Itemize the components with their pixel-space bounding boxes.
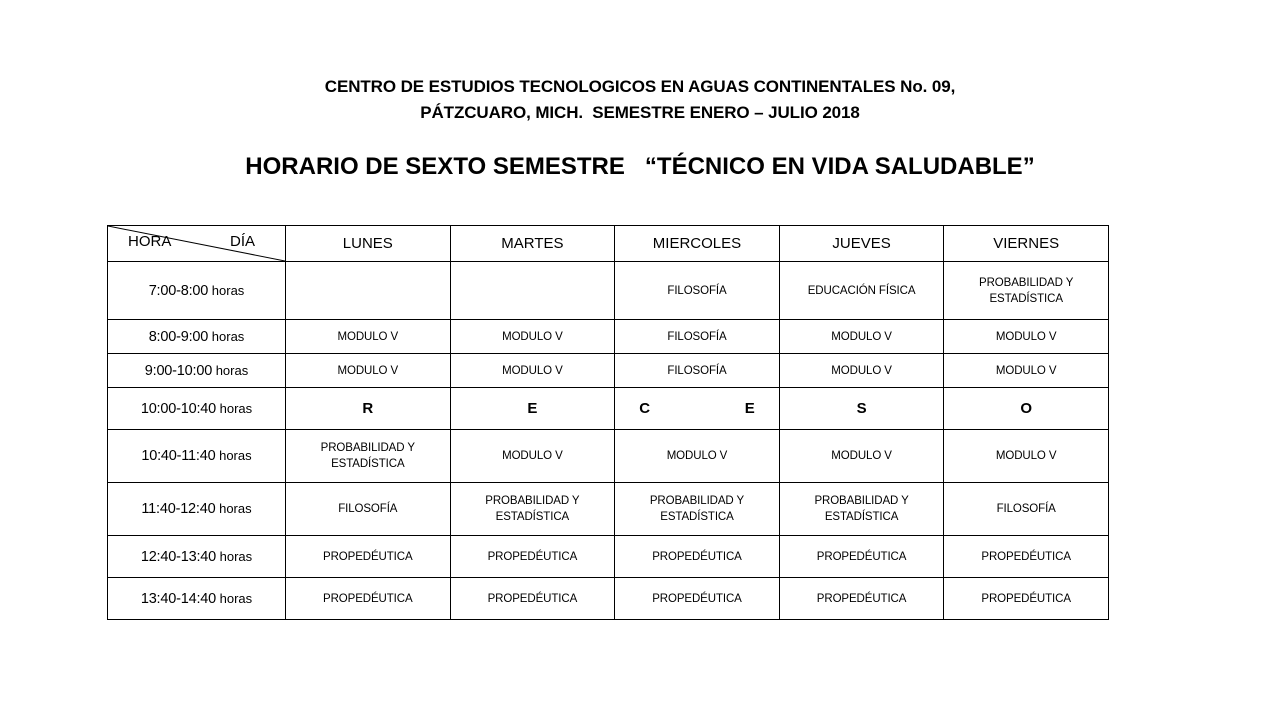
time-label: 13:40-14:40 horas — [108, 578, 286, 620]
corner-column-label: DÍA — [229, 233, 255, 250]
schedule-cell: FILOSOFÍA — [615, 320, 780, 354]
column-header-martes: MARTES — [450, 226, 615, 262]
recess-letter-pair — [615, 388, 780, 430]
time-label: 11:40-12:40 horas — [108, 483, 286, 536]
time-label: 10:40-11:40 horas — [108, 430, 286, 483]
document-titles — [0, 74, 1280, 182]
schedule-table-container — [107, 225, 1108, 620]
schedule-cell — [286, 262, 451, 320]
schedule-table — [107, 225, 1109, 620]
column-header-viernes: VIERNES — [944, 226, 1109, 262]
corner-row-label: HORA — [128, 233, 172, 250]
schedule-cell: PROPEDÉUTICA — [944, 536, 1109, 578]
time-label: 10:00-10:40 horas — [108, 388, 286, 430]
time-label: 8:00-9:00 horas — [108, 320, 286, 354]
schedule-cell: FILOSOFÍA — [944, 483, 1109, 536]
schedule-cell: MODULO V — [944, 354, 1109, 388]
schedule-cell: MODULO V — [944, 320, 1109, 354]
institution-line-2: PÁTZCUARO, MICH. SEMESTRE ENERO – JULIO 2018 — [420, 103, 860, 122]
time-label: 12:40-13:40 horas — [108, 536, 286, 578]
schedule-cell: PROPEDÉUTICA — [615, 536, 780, 578]
column-header-miercoles: MIERCOLES — [615, 226, 780, 262]
schedule-cell: PROPEDÉUTICA — [944, 578, 1109, 620]
schedule-cell: FILOSOFÍA — [615, 262, 780, 320]
schedule-cell: PROPEDÉUTICA — [615, 578, 780, 620]
recess-letter: S — [779, 388, 944, 430]
schedule-cell: MODULO V — [450, 354, 615, 388]
schedule-cell: MODULO V — [944, 430, 1109, 483]
schedule-cell: MODULO V — [779, 430, 944, 483]
column-header-lunes: LUNES — [286, 226, 451, 262]
schedule-cell: FILOSOFÍA — [615, 354, 780, 388]
recess-letter: E — [450, 388, 615, 430]
schedule-cell: PROPEDÉUTICA — [286, 578, 451, 620]
schedule-cell: MODULO V — [779, 354, 944, 388]
table-row — [108, 483, 1109, 536]
table-row — [108, 578, 1109, 620]
schedule-cell: PROPEDÉUTICA — [779, 578, 944, 620]
time-label: 7:00-8:00 horas — [108, 262, 286, 320]
schedule-cell: PROBABILIDAD Y ESTADÍSTICA — [286, 430, 451, 483]
table-row — [108, 536, 1109, 578]
schedule-cell: PROBABILIDAD Y ESTADÍSTICA — [779, 483, 944, 536]
table-row — [108, 320, 1109, 354]
table-row-recess — [108, 388, 1109, 430]
schedule-cell: PROBABILIDAD Y ESTADÍSTICA — [450, 483, 615, 536]
schedule-table-body — [108, 226, 1109, 620]
schedule-cell: PROPEDÉUTICA — [286, 536, 451, 578]
schedule-cell: MODULO V — [450, 430, 615, 483]
schedule-cell — [450, 262, 615, 320]
schedule-cell: MODULO V — [615, 430, 780, 483]
recess-letter: C — [639, 400, 651, 417]
time-label: 9:00-10:00 horas — [108, 354, 286, 388]
page-title: HORARIO DE SEXTO SEMESTRE “TÉCNICO EN VIDA SALUDABLE” — [245, 153, 1035, 180]
table-row — [108, 262, 1109, 320]
recess-letter: R — [286, 388, 451, 430]
schedule-cell: MODULO V — [450, 320, 615, 354]
column-header-jueves: JUEVES — [779, 226, 944, 262]
schedule-cell: PROBABILIDAD Y ESTADÍSTICA — [944, 262, 1109, 320]
schedule-cell: MODULO V — [779, 320, 944, 354]
table-row — [108, 430, 1109, 483]
table-row — [108, 354, 1109, 388]
recess-letter: O — [944, 388, 1109, 430]
corner-header-cell — [108, 226, 286, 262]
schedule-cell: PROPEDÉUTICA — [450, 578, 615, 620]
schedule-cell: PROPEDÉUTICA — [779, 536, 944, 578]
schedule-cell: MODULO V — [286, 354, 451, 388]
schedule-cell: EDUCACIÓN FÍSICA — [779, 262, 944, 320]
recess-letter: E — [744, 400, 755, 417]
schedule-cell: PROBABILIDAD Y ESTADÍSTICA — [615, 483, 780, 536]
schedule-cell: MODULO V — [286, 320, 451, 354]
institution-line-1: CENTRO DE ESTUDIOS TECNOLOGICOS EN AGUAS CONTINENTALES No. 09, — [324, 77, 956, 96]
schedule-cell: FILOSOFÍA — [286, 483, 451, 536]
table-header-row — [108, 226, 1109, 262]
schedule-cell: PROPEDÉUTICA — [450, 536, 615, 578]
